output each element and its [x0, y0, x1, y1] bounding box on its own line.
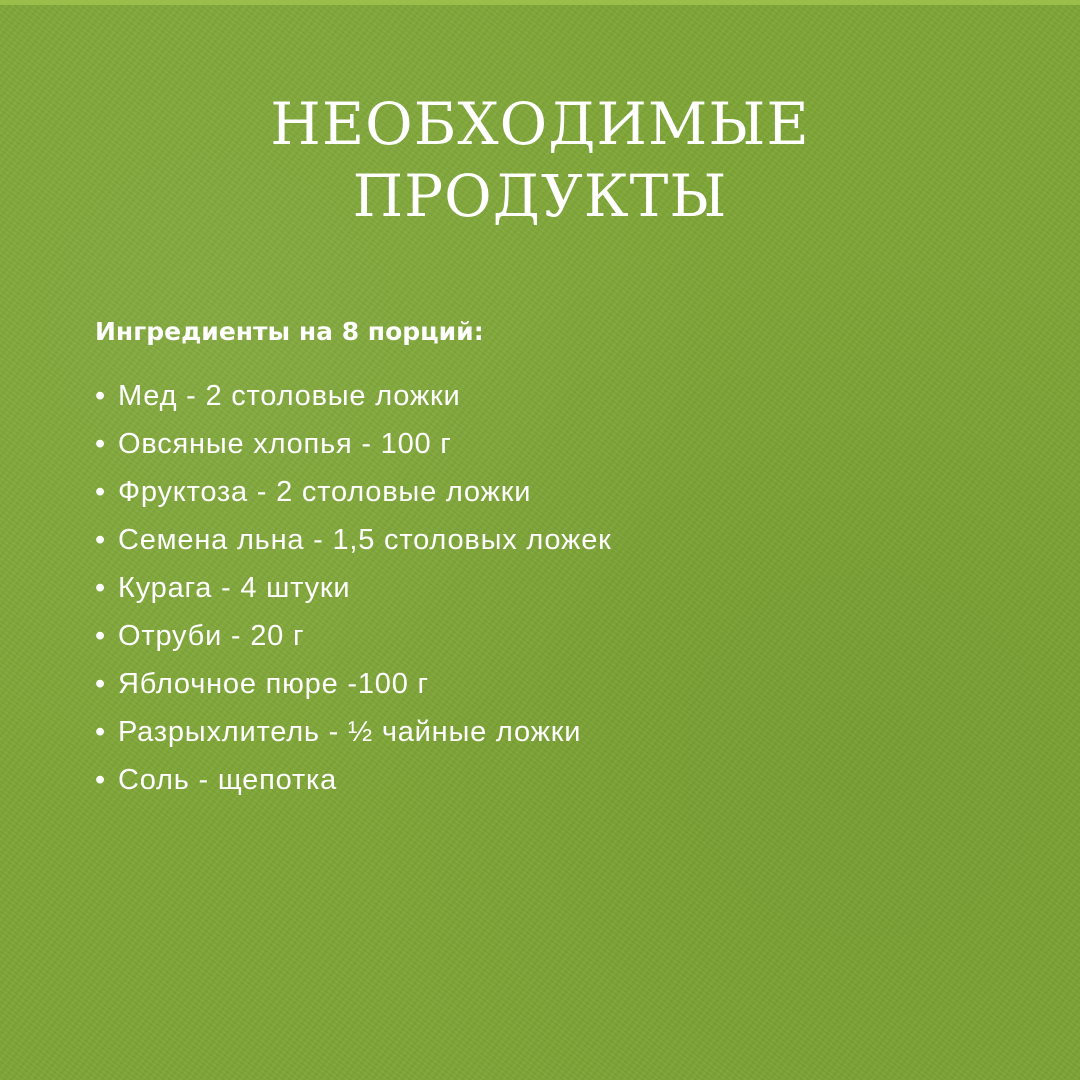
ingredient-item	[95, 420, 612, 468]
bullet-icon: •	[95, 572, 106, 604]
bullet-icon: •	[95, 620, 106, 652]
ingredient-text: Мед - 2 столовые ложки	[118, 380, 461, 412]
bullet-icon: •	[95, 476, 106, 508]
ingredient-item	[95, 372, 612, 420]
ingredient-text: Овсяные хлопья - 100 г	[118, 428, 452, 460]
bullet-icon: •	[95, 524, 106, 556]
ingredient-text: Фруктоза - 2 столовые ложки	[118, 476, 532, 508]
ingredient-item	[95, 660, 612, 708]
bullet-icon: •	[95, 380, 106, 412]
ingredient-item	[95, 756, 612, 804]
ingredient-text: Отруби - 20 г	[118, 620, 305, 652]
ingredient-item	[95, 612, 612, 660]
title-line-1: НЕОБХОДИМЫЕ	[270, 90, 810, 158]
bullet-icon: •	[95, 428, 106, 460]
ingredient-text: Семена льна - 1,5 столовых ложек	[118, 524, 612, 556]
page-title	[0, 88, 1080, 232]
ingredients-heading: Ингредиенты на 8 порций:	[95, 317, 484, 346]
title-line-2: ПРОДУКТЫ	[352, 162, 728, 230]
ingredient-text: Курага - 4 штуки	[118, 572, 351, 604]
bullet-icon: •	[95, 668, 106, 700]
ingredient-item	[95, 564, 612, 612]
ingredient-text: Яблочное пюре -100 г	[118, 668, 429, 700]
top-edge-strip	[0, 0, 1080, 5]
bullet-icon: •	[95, 764, 106, 796]
ingredient-text: Соль - щепотка	[118, 764, 338, 796]
ingredient-item	[95, 516, 612, 564]
ingredient-text: Разрыхлитель - ½ чайные ложки	[118, 716, 582, 748]
ingredient-item	[95, 708, 612, 756]
ingredients-list	[95, 372, 612, 804]
ingredient-item	[95, 468, 612, 516]
bullet-icon: •	[95, 716, 106, 748]
